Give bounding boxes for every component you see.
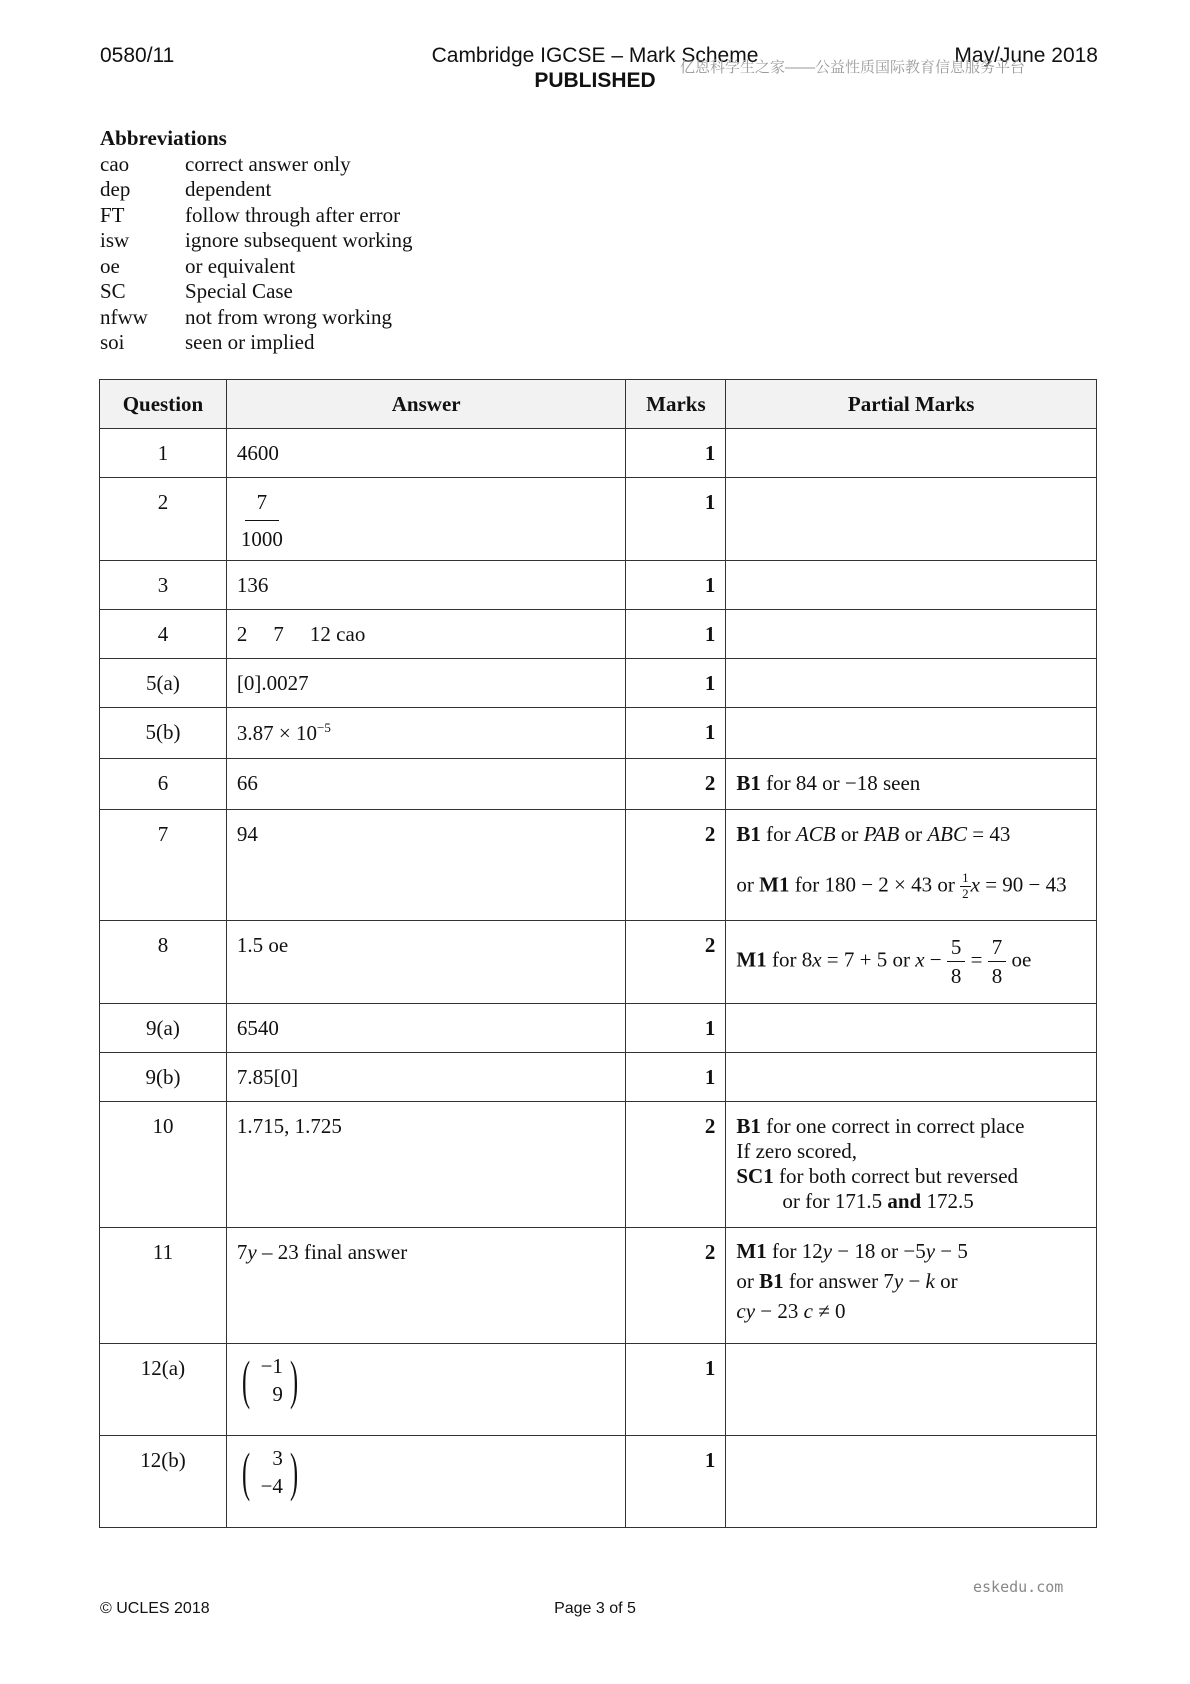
partial-text: for <box>760 822 796 846</box>
partial-marks-cell <box>726 810 1097 921</box>
partial-marks-cell <box>726 1344 1097 1436</box>
answer-value: 7 <box>273 622 284 646</box>
fraction-numerator: 5 <box>947 935 966 962</box>
partial-text: or <box>736 872 760 897</box>
fraction-numerator: 7 <box>245 490 280 521</box>
marks-cell: 1 <box>626 1053 726 1102</box>
answer-cell: 94 <box>226 810 626 921</box>
header-marks: Marks <box>626 380 726 429</box>
partial-marks-cell <box>726 1228 1097 1344</box>
partial-text: ≠ 0 <box>812 1299 846 1323</box>
marks-cell: 1 <box>626 429 726 478</box>
variable-y: y <box>893 1269 904 1293</box>
partial-text: − 23 <box>755 1299 804 1323</box>
partial-text: = 43 <box>967 822 1011 846</box>
vector-values <box>255 1444 285 1500</box>
fraction-numerator: 7 <box>988 935 1007 962</box>
abbreviation-meaning: or equivalent <box>185 253 296 278</box>
answer-text: 7 <box>236 1240 248 1264</box>
marks-cell: 2 <box>626 1228 726 1344</box>
table-row <box>100 659 1097 708</box>
marks-cell: 1 <box>626 659 726 708</box>
partial-text: 172.5 <box>921 1189 974 1213</box>
site-watermark: eskedu.com <box>973 1578 1064 1596</box>
table-row <box>100 478 1097 561</box>
table-row <box>100 921 1097 1004</box>
left-bracket: ( <box>241 1442 250 1502</box>
question-number: 3 <box>100 561 227 610</box>
table-row <box>100 1228 1097 1344</box>
published-label: PUBLISHED <box>534 69 656 92</box>
partial-text: for one correct in correct place <box>760 1114 1025 1138</box>
partial-text: for answer 7 <box>783 1269 894 1293</box>
partial-marks-cell <box>726 561 1097 610</box>
answer-base: 3.87 × 10 <box>236 721 318 745</box>
right-bracket: ) <box>289 1442 298 1502</box>
abbreviation-meaning: seen or implied <box>185 330 315 354</box>
column-vector <box>237 1444 303 1500</box>
partial-marks-cell <box>726 478 1097 561</box>
answer-cell <box>226 610 626 659</box>
watermark-text: 亿恩科学生之家——公益性质国际教育信息服务平台 <box>680 59 1026 76</box>
abbreviation-key: isw <box>100 228 130 252</box>
marks-cell: 1 <box>626 561 726 610</box>
partial-marks-cell <box>726 1053 1097 1102</box>
partial-line <box>736 871 1086 902</box>
copyright-notice: © UCLES 2018 <box>100 1600 210 1617</box>
abbreviation-key: nfww <box>100 304 148 329</box>
table-row <box>100 1344 1097 1436</box>
exam-session: May/June 2018 <box>954 44 1098 67</box>
question-number: 10 <box>100 1102 227 1228</box>
fraction-denominator: 2 <box>962 885 969 901</box>
question-number: 5(b) <box>100 708 227 759</box>
partial-text: for 12 <box>766 1239 823 1263</box>
variable-x: x <box>970 872 980 897</box>
answer-fraction <box>237 490 287 551</box>
abbreviations-section <box>100 126 412 356</box>
answer-cell: 1.715, 1.725 <box>226 1102 626 1228</box>
marks-cell: 1 <box>626 610 726 659</box>
answer-cell: 4600 <box>226 429 626 478</box>
answer-cell: 136 <box>226 561 626 610</box>
angle-abc: ABC <box>927 822 968 846</box>
table-row <box>100 561 1097 610</box>
variable-c: c <box>803 1299 813 1323</box>
answer-cell <box>226 1344 626 1436</box>
partial-text: = 90 − 43 <box>979 872 1067 897</box>
partial-text: oe <box>1006 947 1032 972</box>
answer-cell: 6540 <box>226 1004 626 1053</box>
answer-cell <box>226 708 626 759</box>
mark-code: B1 <box>736 1114 761 1138</box>
marks-cell: 1 <box>626 1436 726 1528</box>
variable-y: y <box>925 1239 936 1263</box>
partial-line <box>736 822 1086 847</box>
partial-line: If zero scored, <box>736 1139 858 1163</box>
partial-marks-cell <box>726 1436 1097 1528</box>
abbreviation-key: cao <box>100 151 130 176</box>
left-bracket: ( <box>241 1350 250 1410</box>
syllabus-code: 0580/11 <box>100 44 175 67</box>
partial-line <box>736 1164 1086 1189</box>
answer-cell: 7.85[0] <box>226 1053 626 1102</box>
answer-cell: 66 <box>226 759 626 810</box>
vector-bottom: −4 <box>260 1474 283 1498</box>
abbreviation-item <box>100 177 412 203</box>
table-row <box>100 708 1097 759</box>
column-vector <box>237 1352 303 1408</box>
question-number: 1 <box>100 429 227 478</box>
table-row <box>100 1102 1097 1228</box>
partial-marks-cell <box>726 1102 1097 1228</box>
answer-value: 12 cao <box>309 622 366 646</box>
mark-scheme-table <box>99 379 1097 1528</box>
partial-marks-cell <box>726 659 1097 708</box>
header-partial-marks: Partial Marks <box>726 380 1097 429</box>
question-number: 6 <box>100 759 227 810</box>
answer-cell <box>226 478 626 561</box>
marks-cell: 1 <box>626 1004 726 1053</box>
abbreviation-key: dep <box>100 177 131 201</box>
fraction-numerator: 1 <box>962 870 969 885</box>
partial-text: or <box>934 1269 958 1293</box>
question-number: 5(a) <box>100 659 227 708</box>
question-number: 7 <box>100 810 227 921</box>
partial-text: − <box>924 947 947 972</box>
partial-marks-cell <box>726 921 1097 1004</box>
partial-marks-cell <box>726 610 1097 659</box>
angle-pab: PAB <box>863 822 900 846</box>
question-number: 12(b) <box>100 1436 227 1528</box>
partial-text: or <box>736 1269 760 1293</box>
right-bracket: ) <box>289 1350 298 1410</box>
table-row <box>100 1053 1097 1102</box>
vector-bottom: 9 <box>272 1382 283 1406</box>
marks-cell: 1 <box>626 478 726 561</box>
answer-cell <box>226 1228 626 1344</box>
abbreviation-meaning: Special Case <box>185 279 293 303</box>
partial-line <box>736 1296 1086 1326</box>
abbreviation-key: soi <box>100 330 125 354</box>
partial-text: = 7 + 5 or <box>821 947 916 972</box>
angle-acb: ACB <box>795 822 836 846</box>
mark-code: B1 <box>736 771 761 795</box>
partial-text: for both correct but reversed <box>773 1164 1019 1188</box>
variable-k: k <box>925 1269 935 1293</box>
fraction-five-eighths <box>947 935 966 988</box>
marks-cell: 2 <box>626 759 726 810</box>
partial-text: or for 171.5 <box>782 1189 888 1213</box>
question-number: 2 <box>100 478 227 561</box>
mark-code: M1 <box>736 1239 767 1263</box>
vector-top: −1 <box>260 1354 283 1378</box>
partial-text: or <box>835 822 864 846</box>
marks-cell: 2 <box>626 921 726 1004</box>
partial-text: for 8 <box>766 947 813 972</box>
partial-marks-cell <box>726 708 1097 759</box>
table-row <box>100 759 1097 810</box>
mark-code: M1 <box>736 947 767 972</box>
partial-line <box>736 1236 1086 1266</box>
mark-code: B1 <box>736 822 761 846</box>
partial-text: − 5 <box>935 1239 968 1263</box>
table-row <box>100 810 1097 921</box>
variable-x: x <box>812 947 822 972</box>
abbreviation-meaning: ignore subsequent working <box>185 228 413 252</box>
document-title: Cambridge IGCSE – Mark Scheme <box>431 44 759 67</box>
header-answer: Answer <box>226 380 626 429</box>
partial-text: − 18 or −5 <box>832 1239 926 1263</box>
abbreviation-key: FT <box>100 202 125 227</box>
half-fraction <box>960 871 971 902</box>
partial-text: or <box>899 822 928 846</box>
marks-cell: 2 <box>626 810 726 921</box>
abbreviation-meaning: follow through after error <box>185 202 401 227</box>
table-row <box>100 1436 1097 1528</box>
answer-cell: 1.5 oe <box>226 921 626 1004</box>
variable-y: y <box>247 1240 257 1264</box>
partial-marks-cell <box>726 429 1097 478</box>
partial-marks-cell <box>726 759 1097 810</box>
answer-value: 2 <box>236 622 248 646</box>
abbreviation-item <box>100 254 412 280</box>
abbreviation-meaning: dependent <box>185 177 272 201</box>
answer-cell <box>226 1436 626 1528</box>
variable-cy: cy <box>736 1299 756 1323</box>
variable-x: x <box>915 947 925 972</box>
table-row <box>100 610 1097 659</box>
vector-top: 3 <box>272 1446 283 1470</box>
table-row <box>100 429 1097 478</box>
vector-values <box>255 1352 285 1408</box>
fraction-denominator: 1000 <box>240 527 283 552</box>
partial-line <box>736 1114 1086 1139</box>
abbreviation-item <box>100 279 412 305</box>
partial-text: − <box>903 1269 926 1293</box>
partial-line <box>736 1189 1086 1214</box>
question-number: 9(b) <box>100 1053 227 1102</box>
abbreviation-meaning: not from wrong working <box>185 304 393 329</box>
table-row <box>100 1004 1097 1053</box>
abbreviation-key: oe <box>100 253 120 278</box>
marks-cell: 2 <box>626 1102 726 1228</box>
answer-exponent: −5 <box>317 720 331 735</box>
header-question: Question <box>100 380 227 429</box>
table-header-row <box>100 380 1097 429</box>
answer-text: – 23 final answer <box>256 1240 408 1264</box>
marks-cell: 1 <box>626 1344 726 1436</box>
abbreviation-item <box>100 228 412 254</box>
question-number: 11 <box>100 1228 227 1344</box>
fraction-denominator: 8 <box>991 964 1003 989</box>
abbreviation-item <box>100 203 412 229</box>
abbreviation-item <box>100 152 412 178</box>
answer-cell: [0].0027 <box>226 659 626 708</box>
partial-text: for 84 or −18 seen <box>760 771 921 795</box>
abbreviation-item <box>100 305 412 331</box>
page-number: Page 3 of 5 <box>554 1600 636 1617</box>
partial-marks-cell <box>726 1004 1097 1053</box>
mark-code: B1 <box>759 1269 784 1293</box>
abbreviations-title: Abbreviations <box>100 126 227 150</box>
mark-code: M1 <box>759 872 790 897</box>
partial-text: = <box>965 947 988 972</box>
variable-y: y <box>822 1239 833 1263</box>
abbreviation-key: SC <box>100 279 126 303</box>
abbreviation-item <box>100 330 412 356</box>
partial-text: for 180 − 2 × 43 or <box>789 872 961 897</box>
marks-cell: 1 <box>626 708 726 759</box>
question-number: 4 <box>100 610 227 659</box>
question-number: 8 <box>100 921 227 1004</box>
question-number: 12(a) <box>100 1344 227 1436</box>
mark-code: SC1 <box>736 1164 774 1188</box>
fraction-denominator: 8 <box>950 964 962 989</box>
abbreviation-meaning: correct answer only <box>185 151 351 176</box>
partial-line <box>736 1266 1086 1296</box>
fraction-seven-eighths <box>988 935 1007 988</box>
emphasis-text: and <box>887 1189 922 1213</box>
question-number: 9(a) <box>100 1004 227 1053</box>
